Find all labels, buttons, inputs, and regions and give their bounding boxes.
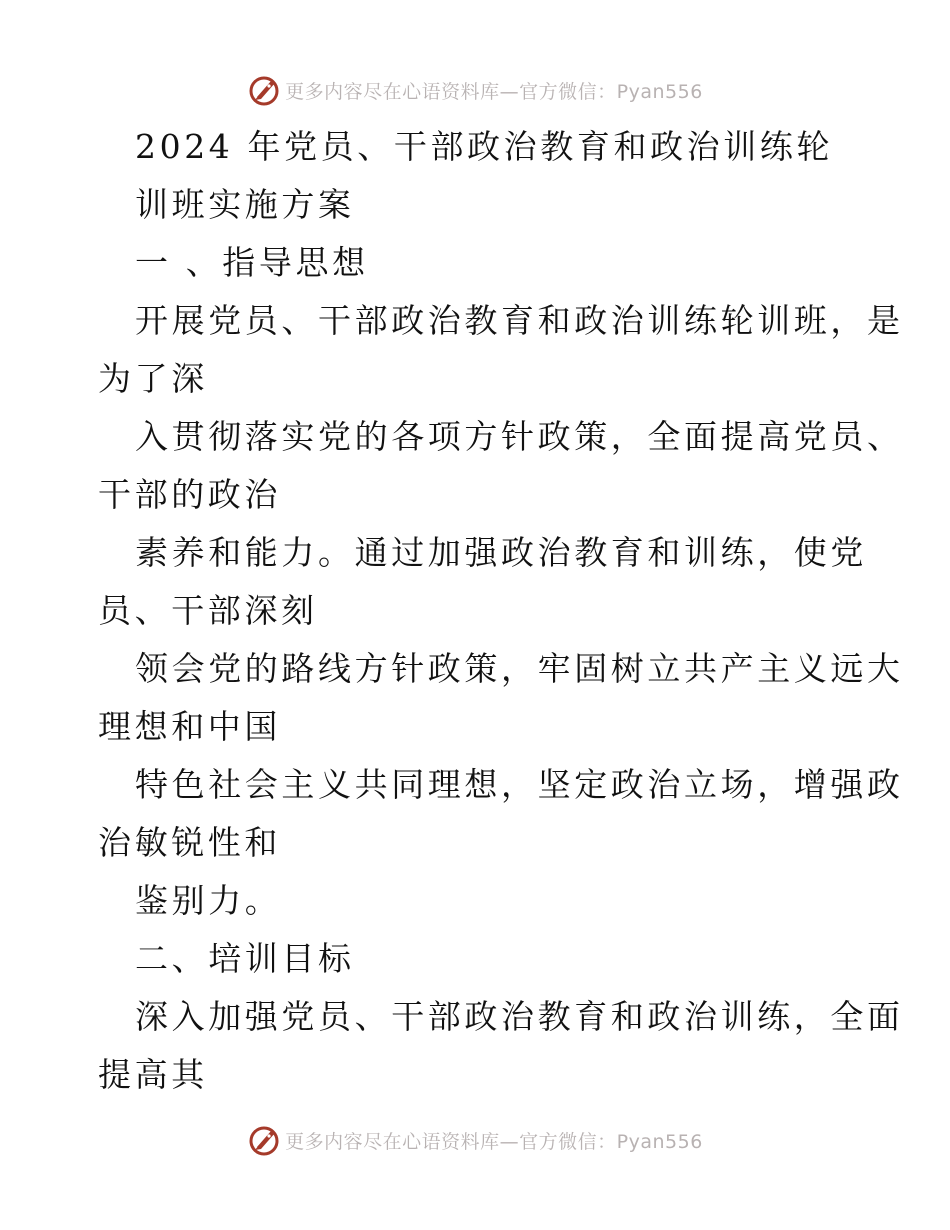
document-body <box>98 118 904 1104</box>
header-watermark <box>0 70 950 110</box>
text-line: 治敏锐性和 <box>98 823 281 862</box>
text-line: 入贯彻落实党的各项方针政策，全面提高党员、 <box>135 417 904 456</box>
text-line: 干部的政治 <box>98 475 281 514</box>
text-line: 开展党员、干部政治教育和政治训练轮训班，是 <box>135 301 904 340</box>
pen-nib-seal-icon <box>247 1123 281 1157</box>
text-line: 2024 年党员、干部政治教育和政治训练轮 <box>135 127 834 166</box>
text-line: 为了深 <box>98 359 208 398</box>
text-line: 二、培训目标 <box>135 939 355 978</box>
text-line: 深入加强党员、干部政治教育和政治训练，全面 <box>135 997 904 1036</box>
text-line: 提高其 <box>98 1055 208 1094</box>
pen-nib-seal-icon <box>247 73 281 107</box>
watermark-text: 更多内容尽在心语资料库—官方微信：Pyan556 <box>285 80 703 103</box>
text-line: 一 、指导思想 <box>135 243 369 282</box>
footer-watermark <box>0 1120 950 1160</box>
text-line: 素养和能力。通过加强政治教育和训练，使党 <box>135 533 867 572</box>
text-line: 特色社会主义共同理想，坚定政治立场，增强政 <box>135 765 904 804</box>
text-line: 理想和中国 <box>98 707 281 746</box>
watermark-text: 更多内容尽在心语资料库—官方微信：Pyan556 <box>285 1130 703 1153</box>
text-line: 鉴别力。 <box>135 881 282 920</box>
text-line: 员、干部深刻 <box>98 591 318 630</box>
text-line: 训班实施方案 <box>135 185 355 224</box>
text-line: 领会党的路线方针政策，牢固树立共产主义远大 <box>135 649 904 688</box>
